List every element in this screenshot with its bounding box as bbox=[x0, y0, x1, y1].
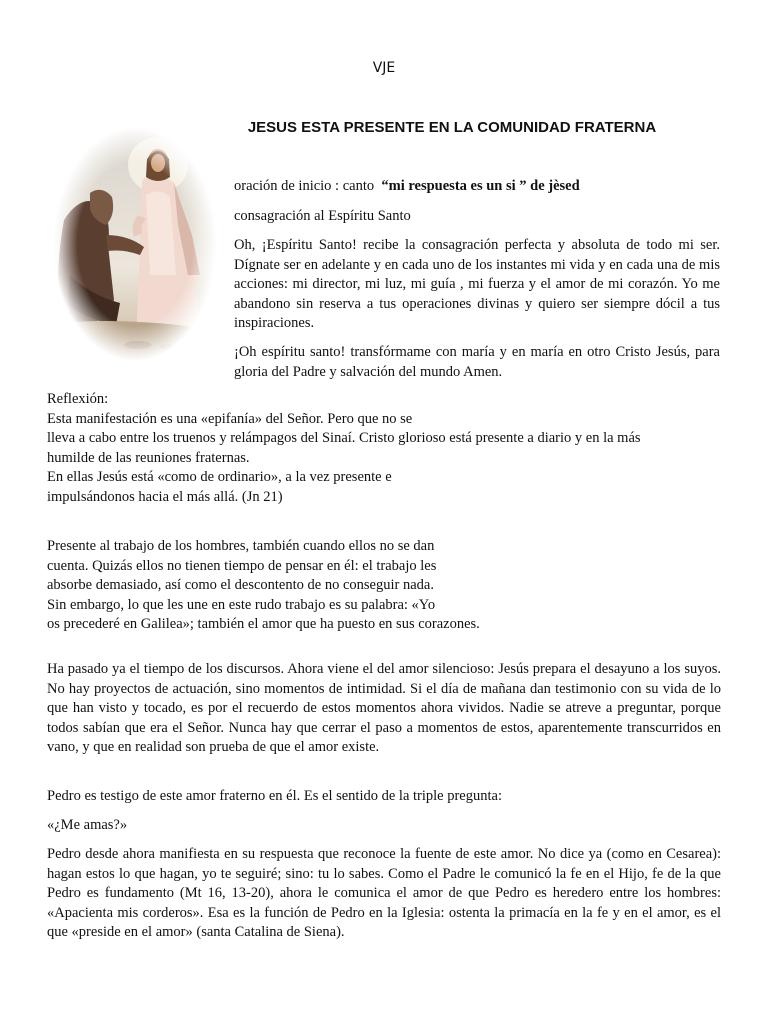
opening-song-line bbox=[234, 177, 720, 197]
page-title: JESUS ESTA PRESENTE EN LA COMUNIDAD FRATERNA bbox=[247, 119, 657, 136]
reflection-line: humilde de las reuniones fraternas. bbox=[47, 449, 250, 466]
discourses-paragraph: Ha pasado ya el tiempo de los discursos. Ahora viene el del amor silencioso: Jesús prepara el desayuno a los suyos. No hay proyectos de actuación, sino momentos de intimidad. Si el día de mañana dan testimonio con su vida de lo que han visto y tocado, es por el recuerdo de estos momentos ahora vividos. Nadie se atreve a preguntar, porque todos sabían que era el Señor. Nunca hay que cerrar el paso a momentos de estos, aparentemente transcurridos en vano, y que en realidad son prueba de que el amor existe. bbox=[47, 661, 721, 755]
pedro-paragraph: Pedro desde ahora manifiesta en su respuesta que reconoce la fuente de este amor. No dice ya (como en Cesarea): hagan estos lo que hagan, yo te seguiré; sino: tu lo sabes. Como el Padre le comunicó la fe en el Hijo, fe de la que Pedro es fundamento (Mt 16, 13-20), ahora le comunica el amor de que Pedro es heredero entre los hombres: «Apacienta mis corderos». Esa es la función de Pedro en la Iglesia: ostenta la primacía en la fe y en el amor, es el que «preside en el amor» (santa Catalina de Siena). bbox=[47, 846, 721, 940]
prayer-paragraph-2: ¡Oh espíritu santo! transfórmame con maría y en maría en otro Cristo Jesús, para gloria del Padre y salvación del mundo Amen. bbox=[234, 344, 720, 380]
work-line: Presente al trabajo de los hombres, también cuando ellos no se dan bbox=[47, 538, 435, 554]
reflection-line: En ellas Jesús está «como de ordinario», a la vez presente e bbox=[47, 469, 392, 485]
page-header: VJE bbox=[372, 60, 396, 76]
work-line: absorbe demasiado, así como el descontento de no conseguir nada. bbox=[47, 577, 434, 593]
pedro-question: «¿Me amas?» bbox=[47, 817, 128, 833]
opening-song-title: “mi respuesta es un si ” de jèsed bbox=[381, 178, 580, 194]
consecration-heading: consagración al Espíritu Santo bbox=[234, 208, 411, 224]
opening-prefix: oración de inicio : canto bbox=[234, 178, 375, 194]
prayer-paragraph-1: Oh, ¡Espíritu Santo! recibe la consagración perfecta y absoluta de todo mi ser. Dígnate ser en adelante y en cada uno de los instantes mi vida y en cada una de mis acciones: mi director, mi luz, mi guía , mi fuerza y el amor de mi corazón. Yo me abandono sin reserva a tus operaciones divinas y quiero ser siempre dócil a tus inspiraciones. bbox=[234, 237, 720, 331]
reflection-line: impulsándonos hacia el más allá. (Jn 21) bbox=[47, 488, 283, 505]
work-line: os precederé en Galilea»; también el amor que ha puesto en sus corazones. bbox=[47, 616, 480, 632]
reflection-section bbox=[47, 390, 721, 507]
reflection-heading: Reflexión: bbox=[47, 391, 109, 407]
jesus-appearance-painting-icon bbox=[50, 125, 220, 363]
reflection-line: lleva a cabo entre los truenos y relámpagos del Sinaí. Cristo glorioso está presente a diario y en la más bbox=[47, 430, 641, 446]
reflection-line: Esta manifestación es una «epifanía» del Señor. Pero que no se bbox=[47, 410, 413, 427]
work-line: cuenta. Quizás ellos no tienen tiempo de pensar en él: el trabajo les bbox=[47, 557, 437, 574]
work-section bbox=[47, 537, 721, 635]
pedro-intro: Pedro es testigo de este amor fraterno en él. Es el sentido de la triple pregunta: bbox=[47, 788, 502, 804]
work-line: Sin embargo, lo que les une en este rudo trabajo es su palabra: «Yo bbox=[47, 596, 436, 613]
